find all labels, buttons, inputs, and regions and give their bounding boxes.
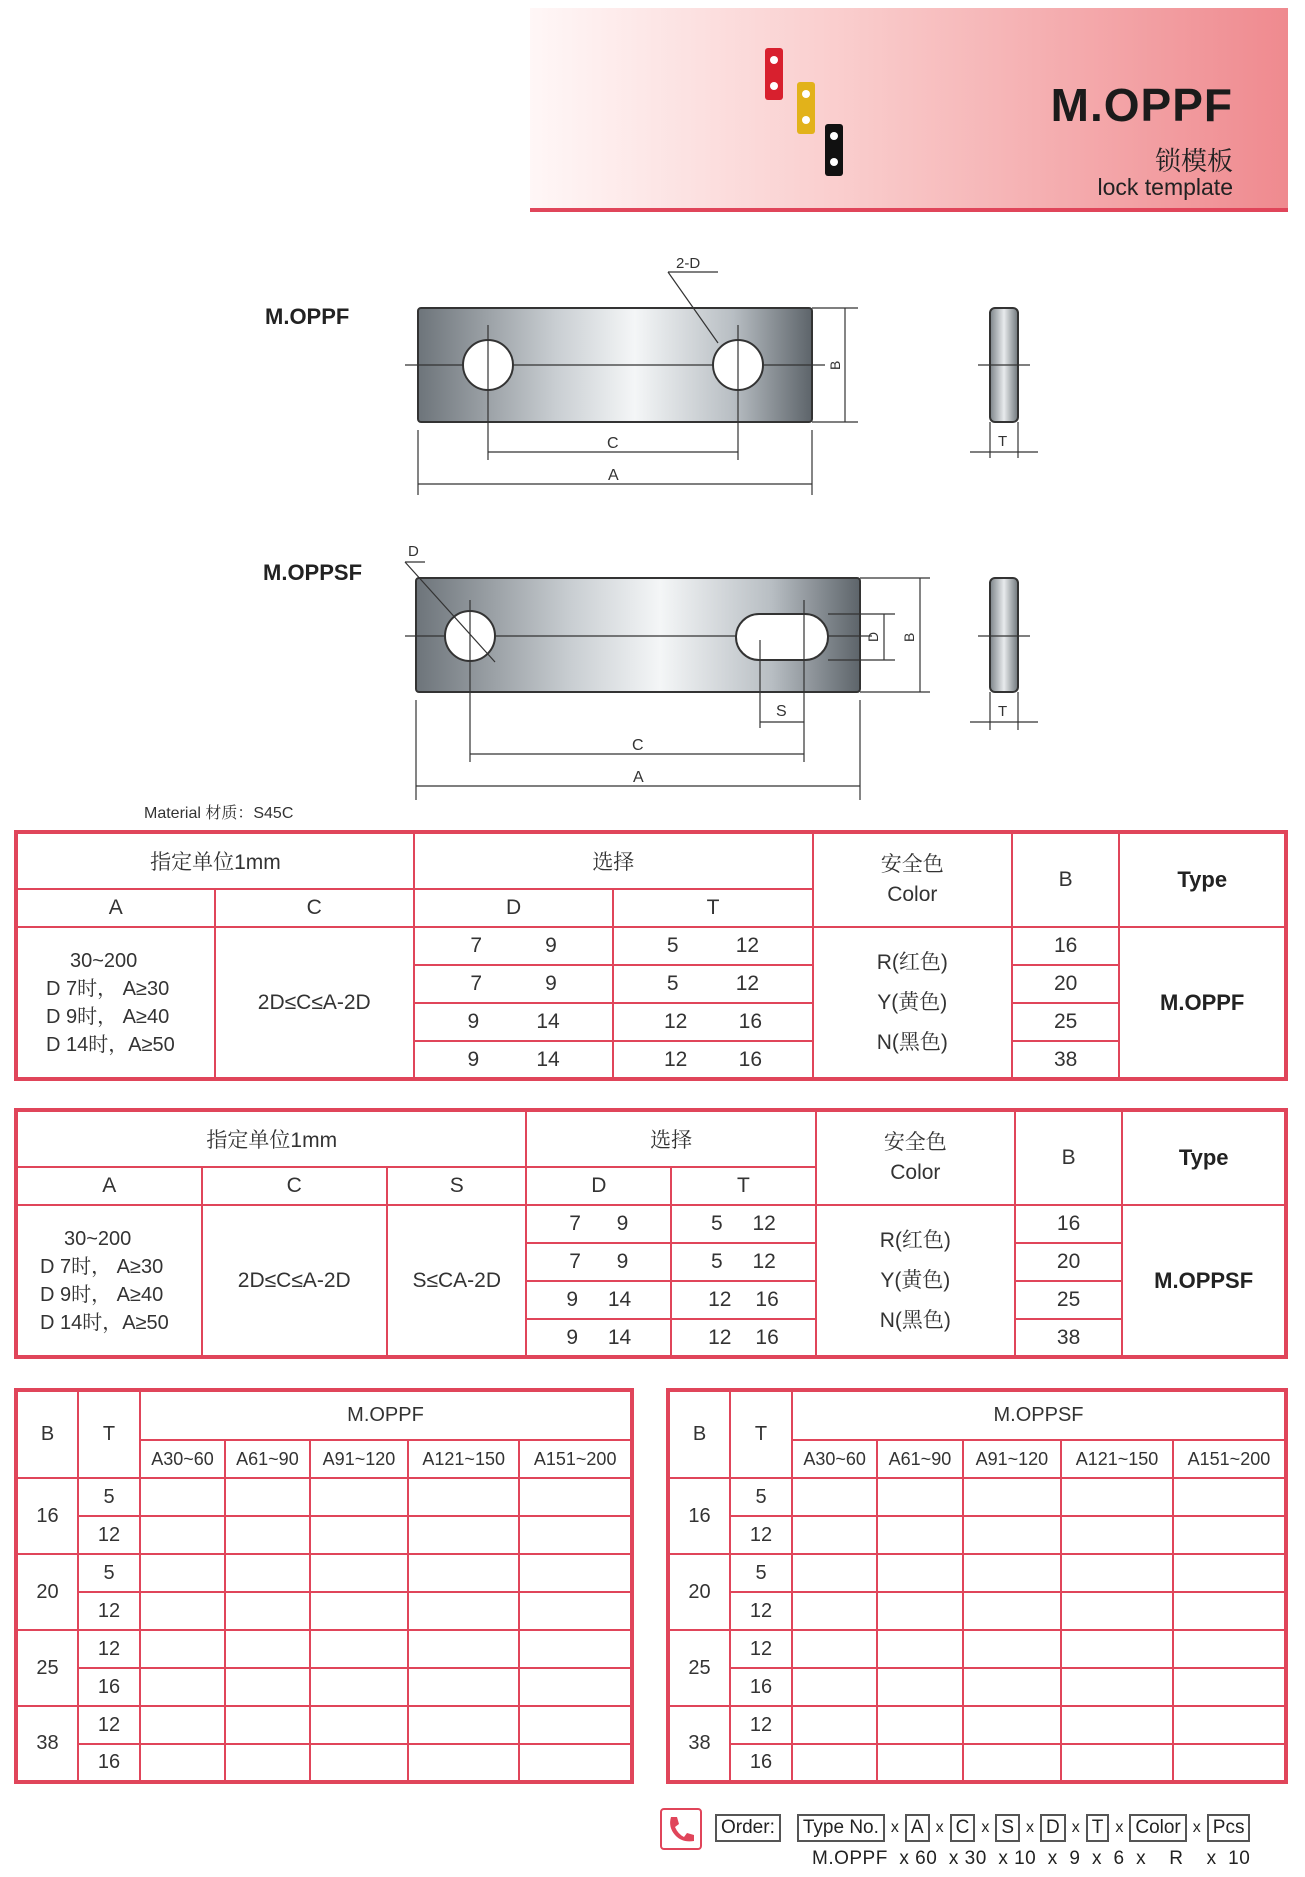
range-header: A61~90 <box>877 1440 962 1478</box>
col-t: T <box>613 889 812 927</box>
d-values: 9 14 <box>414 1003 613 1041</box>
t-values: 5 12 <box>613 927 812 965</box>
b-header: B <box>1012 832 1120 927</box>
c-rule: 2D≤C≤A-2D <box>215 927 414 1079</box>
range-header: A30~60 <box>792 1440 877 1478</box>
svg-text:A: A <box>633 769 644 786</box>
drawing-label-oppsf: M.OPPSF <box>263 560 363 585</box>
type-header: Type <box>1122 1110 1286 1205</box>
dim-a: A <box>608 467 619 484</box>
t-values: 12 16 <box>671 1281 816 1319</box>
color-options: R(红色) Y(黄色) N(黑色) <box>816 1205 1015 1357</box>
d-values: 7 9 <box>414 965 613 1003</box>
price-title: M.OPPSF <box>792 1390 1286 1440</box>
col-a: A <box>16 889 215 927</box>
t-values: 12 16 <box>671 1319 816 1357</box>
b-header: B <box>1015 1110 1122 1205</box>
page-subtitle-en: lock template <box>1097 174 1233 200</box>
range-header: A30~60 <box>140 1440 225 1478</box>
price-table-oppf: B T M.OPPF A30~60 A61~90 A91~120 A121~150 A151~200 16 5 12 20 5 12 25 12 16 38 12 16 <box>14 1388 634 1784</box>
s-rule: S≤CA-2D <box>387 1205 527 1357</box>
range-header: A151~200 <box>519 1440 632 1478</box>
color-options: R(红色) Y(黄色) N(黑色) <box>813 927 1012 1079</box>
order-example <box>660 1808 1290 1872</box>
price-title: M.OPPF <box>140 1390 632 1440</box>
color-header: 安全色 Color <box>813 832 1012 927</box>
svg-text:D: D <box>408 543 419 560</box>
svg-text:C: C <box>632 737 644 754</box>
range-header: A91~120 <box>963 1440 1062 1478</box>
col-d: D <box>414 889 613 927</box>
d-values: 9 14 <box>526 1281 671 1319</box>
material-note: Material 材质：S45C <box>144 805 294 822</box>
svg-text:D: D <box>865 631 881 642</box>
svg-text:T: T <box>998 703 1008 720</box>
b-value: 16 <box>1015 1205 1122 1243</box>
d-values: 7 9 <box>414 927 613 965</box>
col-a: A <box>16 1167 202 1205</box>
price-t-header: T <box>78 1390 140 1478</box>
dim-c: C <box>607 435 619 452</box>
dim-2d: 2-D <box>676 255 701 272</box>
c-rule: 2D≤C≤A-2D <box>202 1205 387 1357</box>
t-values: 5 12 <box>613 965 812 1003</box>
technical-drawing <box>0 0 1305 800</box>
specify-unit-header: 指定单位1mm <box>16 832 414 889</box>
dim-t: T <box>998 433 1008 450</box>
order-example-values: M.OPPF x 60 x 30 x 10 x 9 x 6 x R x 10 <box>812 1848 1251 1869</box>
page-title: M.OPPF <box>1050 79 1233 131</box>
d-values: 9 14 <box>414 1041 613 1079</box>
phone-icon <box>660 1808 702 1850</box>
type-value: M.OPPSF <box>1122 1205 1286 1357</box>
page-subtitle-cn: 锁模板 <box>1154 147 1233 177</box>
b-value: 16 <box>1012 927 1120 965</box>
spec-table-oppsf <box>14 1108 1288 1359</box>
t-values: 5 12 <box>671 1243 816 1281</box>
spec-table-oppf <box>14 830 1288 1081</box>
oppf-plate-drawing <box>405 255 1038 495</box>
col-c: C <box>202 1167 387 1205</box>
dim-b: B <box>827 360 843 370</box>
price-b-header: B <box>668 1390 730 1478</box>
type-value: M.OPPF <box>1119 927 1286 1079</box>
range-header: A61~90 <box>225 1440 310 1478</box>
b-value: 25 <box>1015 1281 1122 1319</box>
col-s: S <box>387 1167 527 1205</box>
t-values: 5 12 <box>671 1205 816 1243</box>
oppsf-plate-drawing <box>405 543 1038 800</box>
select-header: 选择 <box>414 832 813 889</box>
specify-unit-header: 指定单位1mm <box>16 1110 526 1167</box>
order-fields: Order: Type No. x A x C x S x D x T x Color x Pcs <box>715 1814 1250 1842</box>
range-header: A121~150 <box>408 1440 519 1478</box>
color-header: 安全色 Color <box>816 1110 1015 1205</box>
a-conditions: 30~200 D 7时， A≥30 D 9时， A≥40 D 14时，A≥50 <box>16 1205 202 1357</box>
d-values: 7 9 <box>526 1205 671 1243</box>
svg-text:B: B <box>901 632 917 642</box>
drawing-label-oppf: M.OPPF <box>265 304 350 329</box>
d-values: 9 14 <box>526 1319 671 1357</box>
price-table-oppsf: B T M.OPPSF A30~60 A61~90 A91~120 A121~150 A151~200 16 5 12 20 5 12 25 12 16 38 12 16 <box>666 1388 1288 1784</box>
b-value: 20 <box>1015 1243 1122 1281</box>
price-b-header: B <box>16 1390 78 1478</box>
price-t-header: T <box>730 1390 792 1478</box>
b-value: 25 <box>1012 1003 1120 1041</box>
type-header: Type <box>1119 832 1286 927</box>
d-values: 7 9 <box>526 1243 671 1281</box>
t-values: 12 16 <box>613 1003 812 1041</box>
range-header: A91~120 <box>310 1440 408 1478</box>
b-value: 20 <box>1012 965 1120 1003</box>
col-c: C <box>215 889 414 927</box>
range-header: A151~200 <box>1173 1440 1286 1478</box>
t-values: 12 16 <box>613 1041 812 1079</box>
a-conditions: 30~200 D 7时， A≥30 D 9时， A≥40 D 14时，A≥50 <box>16 927 215 1079</box>
order-label: Order: <box>715 1814 781 1842</box>
svg-text:S: S <box>776 703 787 720</box>
b-value: 38 <box>1012 1041 1120 1079</box>
range-header: A121~150 <box>1061 1440 1173 1478</box>
col-t: T <box>671 1167 816 1205</box>
b-value: 38 <box>1015 1319 1122 1357</box>
select-header: 选择 <box>526 1110 815 1167</box>
col-d: D <box>526 1167 671 1205</box>
